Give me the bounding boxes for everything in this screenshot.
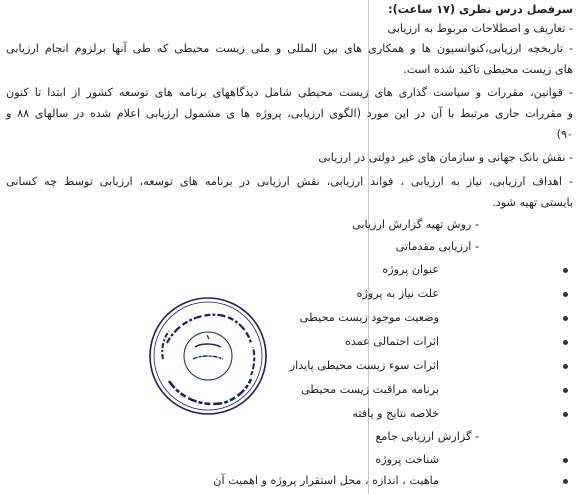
bullet-dot [563, 316, 568, 321]
bullet-current-status: وضعیت موجود زیست محیطی [299, 311, 439, 324]
item-history-line2: های زیست محیطی تاکید شده است. [403, 63, 573, 76]
item-goals-line2: بایستی تهیه شود. [492, 196, 573, 209]
bullet-project-need: علت نیاز به پروژه [356, 287, 439, 300]
item-preliminary: - ارزیابی مقدماتی [396, 240, 479, 254]
bullet-monitoring-program: برنامه مراقبت زیست محیطی [300, 383, 439, 396]
seal-center-mark [207, 335, 209, 339]
item-laws-line2: و مقررات جاری مرتبط با آن در این مورد (الگوی ارزیابی، پروژه ها ی مشمول ارزیابی اعلام شده در سالهای ۸۸ و [6, 107, 573, 120]
bullet-dot [563, 458, 568, 463]
bullet-dot [563, 292, 568, 297]
seal-center-ring [184, 332, 232, 380]
seal-right-script [251, 347, 254, 375]
official-seal-stamp [147, 295, 269, 417]
seal-center-script-bottom [193, 356, 223, 359]
seal-left-script [162, 331, 169, 359]
item-history-line1: - تاریخچه ارزیابی،کنوانسیون ها و همکاری های بین المللی و ملی زیست محیطی که طی آنها برلزوم انجام ارزیابی [6, 42, 573, 56]
bullet-dot [563, 340, 568, 345]
bullet-dot [563, 364, 568, 369]
bullet-project-nature: ماهیت ، اندازه ، محل استقرار پروژه و اهمیت آن [213, 474, 439, 487]
bullet-probable-effects: اثرات احتمالی عمده [344, 335, 439, 348]
item-definitions: - تعاریف و اصطلاحات مربوط به ارزیابی [387, 22, 573, 36]
item-laws-line3: ۹۰) [556, 128, 573, 141]
bullet-dot [563, 388, 568, 393]
bullet-dot [563, 412, 568, 417]
bullet-adverse-effects: اثرات سوء زیست محیطی پایدار [289, 359, 439, 372]
item-goals-line1: - اهداف ارزیابی، نیاز به ارزیابی ، فواند ارزیابی، نقش ارزیابی در برنامه های توسعه، ارزیابی توسط چه کسانی [6, 175, 573, 189]
sub-heading-full-report: - گزارش ارزیابی جامع [375, 430, 479, 444]
item-report-method: - روش تهیه گزارش ارزیابی [352, 218, 479, 232]
seal-center-script-top [195, 344, 221, 347]
item-world-bank: - نقش بانک جهانی و سازمان های غیر دولتی در ارزیابی [318, 151, 573, 165]
bullet-project-title: عنوان پروژه [382, 263, 439, 276]
seal-inner-ring [154, 302, 262, 410]
bullet-dot [563, 479, 568, 484]
bullet-summary: خلاصه نتایج و یافته [352, 407, 439, 420]
bullet-dot [563, 268, 568, 273]
bullet-project-knowledge: شناخت پروژه [375, 453, 439, 466]
section-heading: سرفصل درس نظری (۱۷ ساعت): [388, 3, 573, 16]
item-laws-line1: - قوانین، مقررات و سیاست گذاری های زیست محیطی شامل دیدگاههای برنامه های توسعه کشور از ابتدا تا کنون [6, 86, 573, 100]
